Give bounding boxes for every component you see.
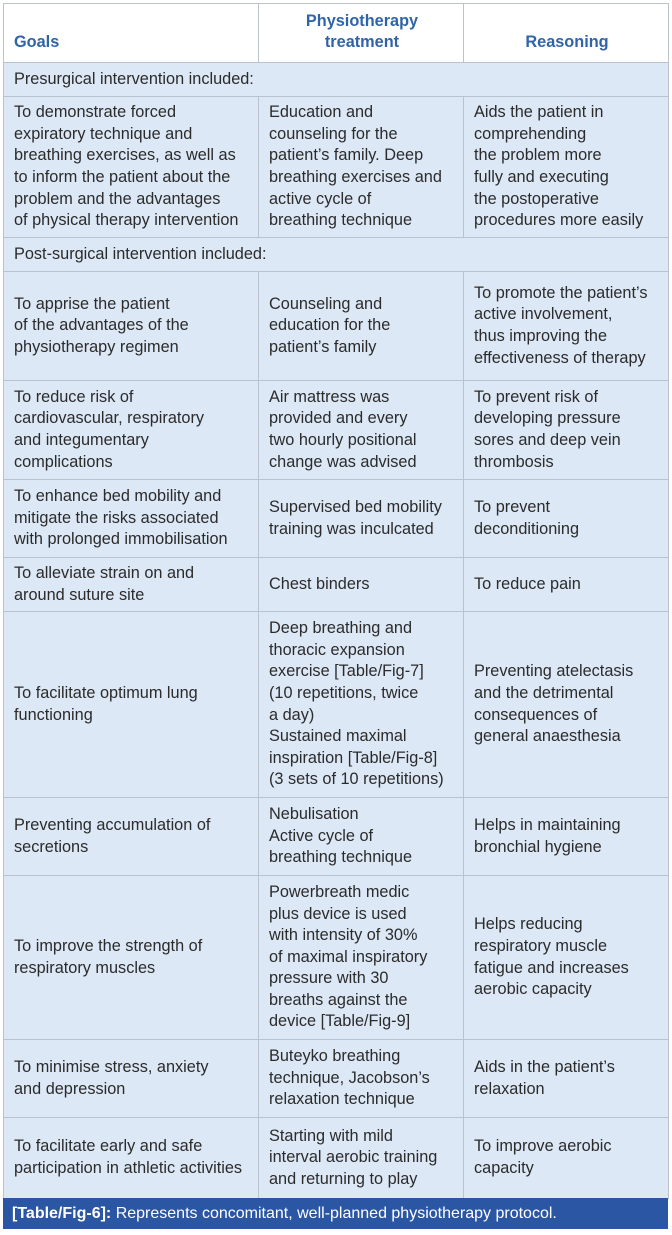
table-row — [4, 1040, 669, 1118]
section-label: Post-surgical intervention included: — [4, 238, 669, 272]
reasoning-cell — [464, 798, 669, 876]
reasoning-cell — [464, 612, 669, 798]
treatment-line: of maximal inspiratory — [269, 947, 428, 966]
treatment-cell — [259, 272, 464, 381]
treatment-line: Nebulisation — [269, 805, 359, 824]
goal-cell — [4, 612, 259, 798]
treatment-line: Powerbreath medic — [269, 882, 410, 901]
reasoning-line: comprehending — [474, 124, 587, 143]
reasoning-cell — [464, 480, 669, 558]
treatment-line: plus device is used — [269, 904, 407, 923]
treatment-line: active cycle of — [269, 189, 372, 208]
treatment-line: device [Table/Fig-9] — [269, 1012, 411, 1031]
table-caption — [3, 1198, 668, 1229]
goal-line: mitigate the risks associated — [14, 508, 219, 527]
reasoning-line: capacity — [474, 1159, 534, 1177]
goal-cell — [4, 1118, 259, 1199]
reasoning-line: Helps in maintaining — [474, 815, 621, 834]
goal-line: physiotherapy regimen — [14, 337, 179, 356]
treatment-line: (10 repetitions, twice — [269, 683, 419, 702]
goal-line: breathing exercises, as well as — [14, 146, 236, 165]
section-row-postsurgical — [4, 238, 669, 272]
section-label: Presurgical intervention included: — [4, 63, 669, 97]
reasoning-line: thrombosis — [474, 452, 554, 471]
reasoning-line: the problem more — [474, 146, 602, 165]
table-row — [4, 272, 669, 381]
goal-line: respiratory muscles — [14, 958, 156, 977]
goal-line: problem and the advantages — [14, 189, 221, 208]
goal-cell — [4, 272, 259, 381]
treatment-line: Supervised bed mobility — [269, 497, 442, 516]
treatment-line: Counseling and — [269, 294, 383, 313]
caption-text: Represents concomitant, well-planned physiotherapy protocol. — [115, 1205, 557, 1222]
table-row — [4, 480, 669, 558]
goal-cell — [4, 798, 259, 876]
goal-line: with prolonged immobilisation — [14, 530, 228, 549]
reasoning-cell — [464, 876, 669, 1040]
goal-line: functioning — [14, 705, 93, 724]
goal-line: To minimise stress, anxiety — [14, 1057, 209, 1076]
reasoning-line: the postoperative — [474, 189, 599, 208]
treatment-line: thoracic expansion — [269, 640, 405, 659]
treatment-cell — [259, 480, 464, 558]
reasoning-line: Helps reducing — [474, 915, 583, 934]
header-treatment-line: Physiotherapy — [305, 11, 419, 30]
header-treatment-line: treatment — [324, 33, 400, 52]
goal-cell — [4, 381, 259, 480]
physiotherapy-protocol-table — [3, 3, 669, 1199]
treatment-cell — [259, 97, 464, 238]
goal-line: around suture site — [14, 585, 145, 604]
treatment-line: patient’s family. Deep — [269, 146, 424, 165]
treatment-line: counseling for the — [269, 124, 398, 143]
treatment-line: Education and — [269, 103, 374, 122]
table-row — [4, 558, 669, 612]
reasoning-line: developing pressure — [474, 409, 621, 428]
reasoning-line: Preventing atelectasis — [474, 662, 634, 681]
treatment-line: Active cycle of — [269, 826, 374, 845]
goal-line: secretions — [14, 837, 89, 856]
goal-line: of physical therapy intervention — [14, 211, 239, 230]
reasoning-line: deconditioning — [474, 519, 580, 538]
treatment-line: breathing technique — [269, 848, 413, 867]
goal-cell — [4, 1040, 259, 1118]
goal-line: expiratory technique and — [14, 124, 193, 143]
table-row — [4, 612, 669, 798]
treatment-line: a day) — [269, 705, 315, 724]
treatment-cell — [259, 876, 464, 1040]
reasoning-line: To prevent — [474, 497, 551, 516]
reasoning-cell — [464, 1118, 669, 1199]
reasoning-line: respiratory muscle — [474, 936, 608, 955]
treatment-line: (3 sets of 10 repetitions) — [269, 770, 444, 789]
reasoning-cell — [464, 381, 669, 480]
reasoning-line: fatigue and increases — [474, 958, 629, 977]
reasoning-line: active involvement, — [474, 305, 613, 324]
treatment-line: and returning to play — [269, 1169, 418, 1188]
treatment-line: two hourly positional — [269, 431, 417, 449]
goal-line: To facilitate early and safe — [14, 1137, 203, 1156]
treatment-line: change was advised — [269, 452, 417, 471]
reasoning-line: thus improving the — [474, 327, 608, 345]
goal-cell — [4, 876, 259, 1040]
treatment-line: pressure with 30 — [269, 969, 389, 988]
reasoning-line: Aids in the patient’s — [474, 1057, 615, 1076]
table-row — [4, 381, 669, 480]
reasoning-line: general anaesthesia — [474, 727, 621, 746]
reasoning-line: aerobic capacity — [474, 980, 592, 999]
header-goals: Goals — [4, 4, 259, 63]
treatment-line: training was inculcated — [269, 519, 434, 538]
goal-line: To reduce risk of — [14, 387, 134, 406]
goal-line: cardiovascular, respiratory — [14, 409, 205, 428]
table-row — [4, 876, 669, 1040]
treatment-cell — [259, 798, 464, 876]
goal-cell — [4, 97, 259, 238]
reasoning-line: relaxation — [474, 1079, 545, 1098]
treatment-line: exercise [Table/Fig-7] — [269, 662, 424, 681]
reasoning-cell — [464, 272, 669, 381]
reasoning-line: Aids the patient in — [474, 103, 604, 122]
treatment-cell — [259, 1040, 464, 1118]
treatment-cell — [259, 381, 464, 480]
reasoning-line: To reduce pain — [474, 574, 581, 593]
treatment-line: breaths against the — [269, 990, 408, 1009]
reasoning-cell — [464, 1040, 669, 1118]
reasoning-line: bronchial hygiene — [474, 837, 602, 856]
goal-line: to inform the patient about the — [14, 168, 231, 186]
treatment-cell — [259, 558, 464, 612]
table-row — [4, 97, 669, 238]
treatment-line: Buteyko breathing — [269, 1047, 401, 1066]
header-reasoning: Reasoning — [464, 4, 669, 63]
goal-line: and depression — [14, 1079, 126, 1098]
reasoning-line: To promote the patient’s — [474, 283, 648, 302]
goal-line: To improve the strength of — [14, 936, 203, 955]
goal-line: of the advantages of the — [14, 316, 189, 335]
treatment-line: Starting with mild — [269, 1126, 393, 1145]
goal-line: To enhance bed mobility and — [14, 487, 222, 506]
reasoning-cell — [464, 97, 669, 238]
treatment-line: education for the — [269, 316, 391, 335]
treatment-line: breathing technique — [269, 211, 413, 230]
treatment-cell — [259, 1118, 464, 1199]
treatment-line: Air mattress was — [269, 387, 390, 406]
goal-line: participation in athletic activities — [14, 1159, 243, 1177]
goal-cell — [4, 480, 259, 558]
reasoning-line: To improve aerobic — [474, 1137, 612, 1156]
section-row-presurgical — [4, 63, 669, 97]
treatment-line: Chest binders — [269, 574, 370, 593]
reasoning-line: sores and deep vein — [474, 431, 621, 449]
treatment-line: with intensity of 30% — [269, 926, 418, 945]
goal-line: To demonstrate forced — [14, 103, 176, 122]
table-row — [4, 798, 669, 876]
reasoning-line: consequences of — [474, 705, 598, 724]
goal-cell — [4, 558, 259, 612]
reasoning-cell — [464, 558, 669, 612]
reasoning-line: effectiveness of therapy — [474, 348, 646, 367]
treatment-line: Sustained maximal — [269, 727, 407, 746]
reasoning-line: To prevent risk of — [474, 387, 598, 406]
treatment-line: provided and every — [269, 409, 408, 428]
goal-line: To apprise the patient — [14, 294, 170, 313]
treatment-line: inspiration [Table/Fig-8] — [269, 748, 438, 767]
table-row — [4, 1118, 669, 1199]
header-treatment — [259, 4, 464, 63]
goal-line: complications — [14, 452, 113, 471]
treatment-line: breathing exercises and — [269, 168, 442, 186]
treatment-cell — [259, 612, 464, 798]
goal-line: Preventing accumulation of — [14, 815, 211, 834]
reasoning-line: procedures more easily — [474, 211, 644, 230]
header-row — [4, 4, 669, 63]
treatment-line: Deep breathing and — [269, 619, 413, 638]
reasoning-line: fully and executing — [474, 168, 609, 186]
treatment-line: patient’s family — [269, 337, 377, 356]
reasoning-line: and the detrimental — [474, 683, 614, 702]
treatment-line: technique, Jacobson’s — [269, 1068, 430, 1087]
goal-line: To alleviate strain on and — [14, 563, 195, 582]
goal-line: To facilitate optimum lung — [14, 683, 198, 702]
caption-label: [Table/Fig-6]: — [12, 1205, 112, 1222]
treatment-line: relaxation technique — [269, 1090, 415, 1109]
treatment-line: interval aerobic training — [269, 1148, 438, 1167]
goal-line: and integumentary — [14, 431, 149, 449]
